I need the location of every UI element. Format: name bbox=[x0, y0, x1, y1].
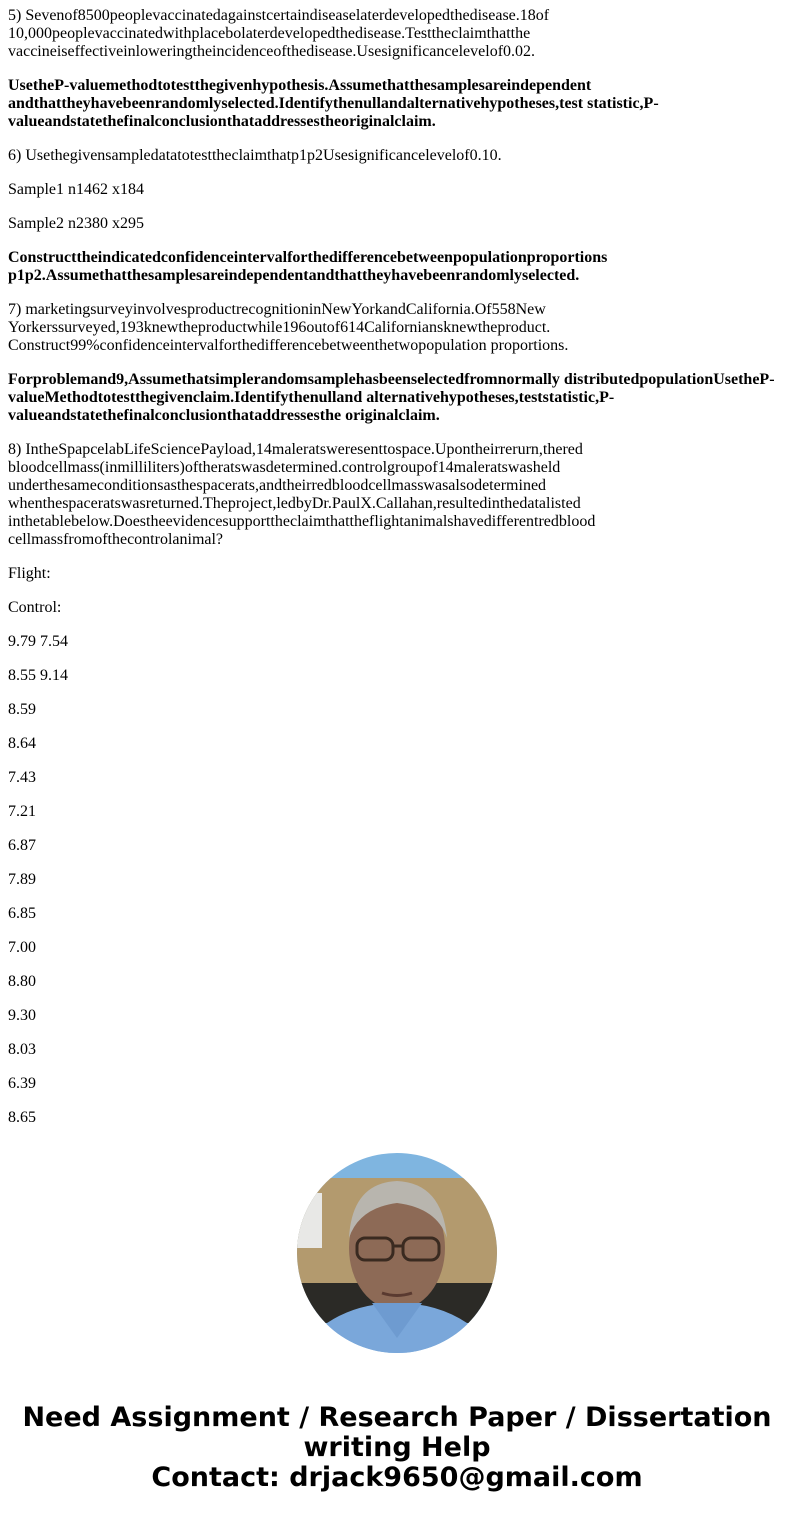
text-paragraph: 8) IntheSpapcelabLifeSciencePayload,14maleratsweresenttospace.Upontheirrerurn,thered bloodcellmass(inmilliliters)oftheratswasdetermined.controlgroupof14maleratswasheld underthesameconditionsasthespacerats,andtheirredbloodcellmasswasalsodetermined whenthespaceratswasreturned.Theproject,ledbyDr.PaulX.Callahan,resultedinthedatalisted inthetablebelow.Doestheevidencesupporttheclaimthattheflightanimalshavedifferentredblood cellmassfromofthecontrolanimal? bbox=[8, 441, 596, 548]
footer-contact-email: Contact: drjack9650@gmail.com bbox=[151, 1462, 643, 1493]
text-paragraph: 6) Usethegivensampledatatotesttheclaimthatp1p2Usesignificancelevelof0.10. bbox=[8, 147, 502, 164]
text-paragraph: Control: bbox=[8, 599, 62, 616]
footer-line-1: Need Assignment / Research Paper / Dissertation bbox=[22, 1402, 772, 1433]
text-paragraph: 6.87 bbox=[8, 837, 36, 854]
text-paragraph: Sample1 n1462 x184 bbox=[8, 181, 144, 198]
text-paragraph: 8.55 9.14 bbox=[8, 667, 68, 684]
text-paragraph: Sample2 n2380 x295 bbox=[8, 215, 144, 232]
text-paragraph: 7.89 bbox=[8, 871, 36, 888]
text-paragraph: 7.21 bbox=[8, 803, 36, 820]
text-paragraph: 8.59 bbox=[8, 701, 36, 718]
text-paragraph: 9.30 bbox=[8, 1007, 36, 1024]
instruction-paragraph: Forproblemand9,Assumethatsimplerandomsamplehasbeenselectedfromnormally distributedpopulationUsetheP-valueMethodtotestthegivenclaim.Identifythenulland alternativehypotheses,teststatistic,P-valueandstatethefinalconclusionthataddressesthe originalclaim. bbox=[8, 371, 775, 424]
instruction-paragraph: Constructtheindicatedconfidenceintervalforthedifferencebetweenpopulationproportions p1p2.Assumethatthesamplesareindependentandthattheyhavebeenrandomlyselected. bbox=[8, 249, 608, 284]
document-content bbox=[8, 7, 788, 1122]
text-paragraph: Flight: bbox=[8, 565, 51, 582]
text-paragraph: 7.00 bbox=[8, 939, 36, 956]
author-photo bbox=[297, 1153, 497, 1353]
instruction-paragraph: UsetheP-valuemethodtotestthegivenhypothesis.Assumethatthesamplesareindependent andthattheyhavebeenrandomlyselected.Identifythenullandalternativehypotheses,test statistic,P-valueandstatethefinalconclusionthataddressestheoriginalclaim. bbox=[8, 77, 659, 130]
text-paragraph: 5) Sevenof8500peoplevaccinatedagainstcertaindiseaselaterdevelopedthedisease.18of 10,000peoplevaccinatedwithplacebolaterdevelopedthedisease.Testtheclaimthatthe vaccineiseffectiveinloweringtheincidenceofthedisease.Usesignificancelevelof0.02. bbox=[8, 7, 550, 60]
author-avatar bbox=[297, 1153, 497, 1353]
text-paragraph: 8.80 bbox=[8, 973, 36, 990]
text-paragraph: 6.85 bbox=[8, 905, 36, 922]
text-paragraph: 8.03 bbox=[8, 1041, 36, 1058]
text-paragraph: 7.43 bbox=[8, 769, 36, 786]
text-paragraph: 7) marketingsurveyinvolvesproductrecognitioninNewYorkandCalifornia.Of558New Yorkerssurveyed,193knewtheproductwhile196outof614Californiansknewtheproduct. Construct99%confidenceintervalforthedifferencebetweenthetwopopulation proportions. bbox=[8, 301, 569, 354]
footer-line-2: writing Help bbox=[303, 1432, 491, 1463]
text-paragraph: 6.39 bbox=[8, 1075, 36, 1092]
text-paragraph: 8.64 bbox=[8, 735, 36, 752]
text-paragraph: 9.79 7.54 bbox=[8, 633, 68, 650]
contact-footer bbox=[0, 1403, 794, 1493]
text-paragraph: 8.65 bbox=[8, 1109, 36, 1122]
